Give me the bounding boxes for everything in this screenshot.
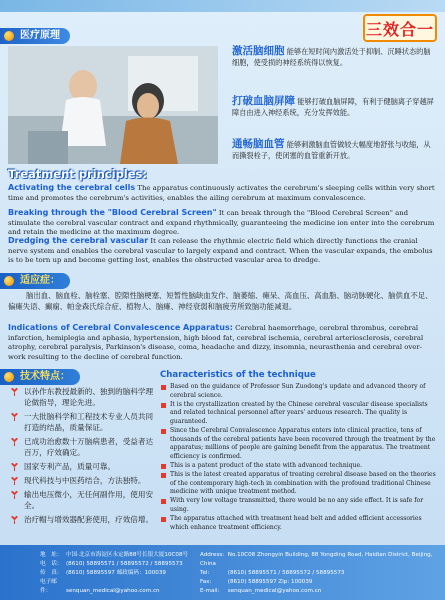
footer-label: 电 话：	[40, 561, 63, 567]
square-bullet-icon	[161, 499, 166, 504]
square-bullet-icon	[161, 517, 166, 522]
list-item-text: 国家专利产品，质量可靠。	[24, 462, 116, 471]
footer-value: senquan_medical@yahoo.com.cn	[227, 588, 322, 594]
list-item	[8, 475, 154, 486]
list-item-text: 治疗帽与增效器配套使用，疗效倍增。	[24, 515, 154, 524]
tulip-bullet-icon	[10, 490, 19, 499]
tulip-bullet-icon	[10, 515, 19, 524]
treatment-item	[8, 183, 436, 203]
indications-cn: 脑出血、脑血栓、脑栓塞、腔隙性脑梗塞、短暂性脑缺血发作、脑萎缩、瘫呆、高血压、高血脂、脑动脉硬化、脑供血不足、偏瘫失语、癫痫、帕金森氏综合症、植物人、脑瘫、神经衰弱和脑疲劳所致脑功能减退。	[8, 291, 433, 311]
treatment-title: Treatment principles:	[8, 167, 147, 181]
footer-en	[200, 551, 440, 596]
treatment-item-text: The apparatus continuously activates the cerebrum's sleeping cells within very short time and promotes the cerebrum's activities, enables the ailing cerebrum at maximum convalescence.	[8, 184, 435, 202]
footer-label: 地 址：	[40, 552, 63, 558]
footer-line	[40, 578, 215, 596]
characteristics-title: Characteristics of the technique	[160, 370, 316, 380]
footer-line	[200, 569, 440, 578]
tulip-bullet-icon	[10, 437, 19, 446]
indications-en	[8, 323, 436, 362]
list-item-text: This is a patent product of the state with advanced technique.	[170, 461, 363, 469]
footer-value: senquan_medical@yahoo.com.cn	[66, 588, 160, 594]
feature-text: 能够刺激脑血管做较大幅度地舒张与收缩，从而撕裂栓子，使闭塞的血管重新开放。	[232, 140, 431, 160]
feature-text: 能够在短时间内激活处于抑制、沉睡状态的脑细胞，使受损的神经系统得以恢复。	[232, 47, 431, 67]
list-item-text: Based on the guidance of Professor Sun Zuodong's update and advanced theory of cerebral science.	[170, 383, 426, 399]
top-stripe	[0, 0, 445, 12]
footer-line	[200, 551, 440, 569]
list-item-text: Since the Cerebral Convalescence Apparatus enters into clinical practice, tens of thousands of the cerebral patients have been recovered through the treatment by the apparatus; millions of people are gaining benefit from the apparatus. The treatment efficiency is confirmed.	[170, 426, 436, 460]
feature-break	[232, 96, 437, 118]
footer-label: 传 真：	[40, 570, 63, 576]
footer-value: (8610) 58895597 Zip: 100039	[227, 579, 313, 585]
list-item-text: 已成功治愈数十万脑病患者，受益者达百万，疗效确定。	[24, 437, 154, 457]
feature-activate	[232, 46, 437, 68]
indications-en-text: Cerebral haemorrhage, cerebral thrombus, cerebral infarction, hemiplegia and aphasia, hypertension, high blood fat, cerebral ischemia, cerebral arteriosclerosis, cerebral atrophy, cerebral paralysis, Parkinson's disease, coma, headache and dizzy, insomnia, neurasthenia and cerebral over-work resulting to the decline of cerebral function.	[8, 324, 424, 361]
footer-label: Fax:	[200, 579, 212, 585]
section-medical-label: 医疗原理	[20, 30, 60, 41]
list-item	[8, 461, 154, 472]
treatment-item-text: It can release the rhythmic electric field which directly functions the cranial nerve system and enables the cerebral vascular to largely expand and contract. When the vascular expands, the embolus is to be torn up and become getting lost, enables the obstructed vascular area to dredge.	[8, 237, 433, 265]
list-item-text: The apparatus attached with treatment head belt and added efficient accessories which enhance treatment efficiency.	[170, 514, 422, 531]
tulip-bullet-icon	[10, 412, 19, 421]
list-item-text: 以孙作东教授最新的、独到的脑科学理论做指导，理论先进。	[24, 387, 154, 407]
bullet-dot-icon	[4, 372, 14, 382]
list-item	[160, 471, 438, 497]
list-item	[160, 383, 438, 400]
square-bullet-icon	[161, 403, 166, 408]
list-item	[8, 489, 154, 511]
footer-contact	[0, 545, 445, 600]
tulip-bullet-icon	[10, 387, 19, 396]
list-item	[160, 401, 438, 427]
badge-title: 三效合一	[363, 14, 437, 42]
characteristics-cn-list	[8, 386, 154, 528]
square-bullet-icon	[161, 385, 166, 390]
list-item	[8, 514, 154, 525]
treatment-item-text: It can break through the "Blood Cerebral Screen" and stimulate the cerebral vascular contract and expand rhythmically, guaranteeing the medicine ion enter into the cerebrum and retain the medicine at the maximum degree.	[8, 209, 435, 237]
list-item-text: 输出电压微小，无任何副作用，使用安全。	[24, 490, 154, 510]
bullet-dot-icon	[4, 31, 14, 41]
list-item	[160, 462, 438, 471]
tulip-bullet-icon	[10, 476, 19, 485]
footer-label: E-mail:	[200, 588, 220, 594]
section-medical-principle	[0, 28, 70, 44]
section-indications-label: 适应症：	[20, 275, 60, 286]
section-features-label: 技术特点：	[20, 371, 70, 382]
footer-label: Address:	[200, 552, 225, 558]
bullet-dot-icon	[4, 276, 14, 286]
square-bullet-icon	[161, 473, 166, 478]
square-bullet-icon	[161, 429, 166, 434]
footer-line	[200, 587, 440, 596]
feature-head: 激活脑细胞	[232, 45, 285, 57]
treatment-item-head: Dredging the cerebral vascular	[8, 236, 149, 245]
square-bullet-icon	[161, 464, 166, 469]
list-item-text: 一大批脑科学和工程技术专业人员共同打造的结晶，质量保证。	[24, 412, 154, 432]
feature-dredge	[232, 139, 437, 161]
treatment-photo	[8, 46, 218, 164]
list-item	[160, 497, 438, 514]
footer-label: Tel:	[200, 570, 210, 576]
footer-line	[40, 569, 215, 578]
footer-value: (8610) 58895571 / 58895572 / 58895573	[66, 561, 183, 567]
footer-value: (8610) 58895571 / 58895572 / 58895573	[227, 570, 345, 576]
feature-text: 能够打破血脑屏障，有利于健脑离子穿越屏障自由进入神经系统，充分发挥效能。	[232, 97, 434, 117]
footer-value: (8610) 58895597 邮政编码：100039	[66, 570, 166, 576]
footer-cn	[40, 551, 215, 596]
footer-label: 电子邮件：	[40, 579, 57, 594]
footer-value: No.10C08 Zhongyin Building, 88 Yongding Road, Haidian District, Beijing, China	[200, 552, 433, 567]
characteristics-en-list	[160, 383, 438, 533]
list-item	[8, 436, 154, 458]
treatment-item	[8, 208, 436, 238]
photo-illustration	[8, 46, 218, 164]
list-item	[160, 515, 438, 532]
list-item	[8, 411, 154, 433]
list-item-text: 现代科技与中医药结合，方法独特。	[24, 476, 146, 485]
section-features	[0, 369, 80, 385]
list-item-text: With very low voltage transmitted, there would be no any side effect. It is safe for using.	[170, 497, 424, 513]
footer-line	[40, 560, 215, 569]
tulip-bullet-icon	[10, 462, 19, 471]
indications-en-head: Indications of Cerebral Convalescence Apparatus:	[8, 323, 233, 332]
list-item	[160, 427, 438, 461]
list-item	[8, 386, 154, 408]
treatment-item-head: Breaking through the "Blood Cerebral Screen"	[8, 208, 217, 217]
list-item-text: It is the crystallization created by the Chinese cerebral vascular disease specialists and related technical personnel after years' arduous research. The quality is guaranteed.	[170, 400, 428, 425]
footer-value: 中国·北京市海淀区永定路88号长银大厦10C08号	[66, 552, 189, 558]
feature-head: 打破血脑屏障	[232, 95, 295, 107]
treatment-item	[8, 236, 436, 266]
list-item-text: This is the latest created apparatus of treating cerebral disease based on the theories of the contemporary high-tech in combination with the profound traditional Chinese medicine with unique treatment method.	[170, 470, 436, 496]
feature-head: 通畅脑血管	[232, 138, 285, 150]
treatment-item-head: Activating the cerebral cells	[8, 183, 136, 192]
footer-line	[200, 578, 440, 587]
section-indications	[0, 273, 70, 289]
footer-line	[40, 551, 215, 560]
